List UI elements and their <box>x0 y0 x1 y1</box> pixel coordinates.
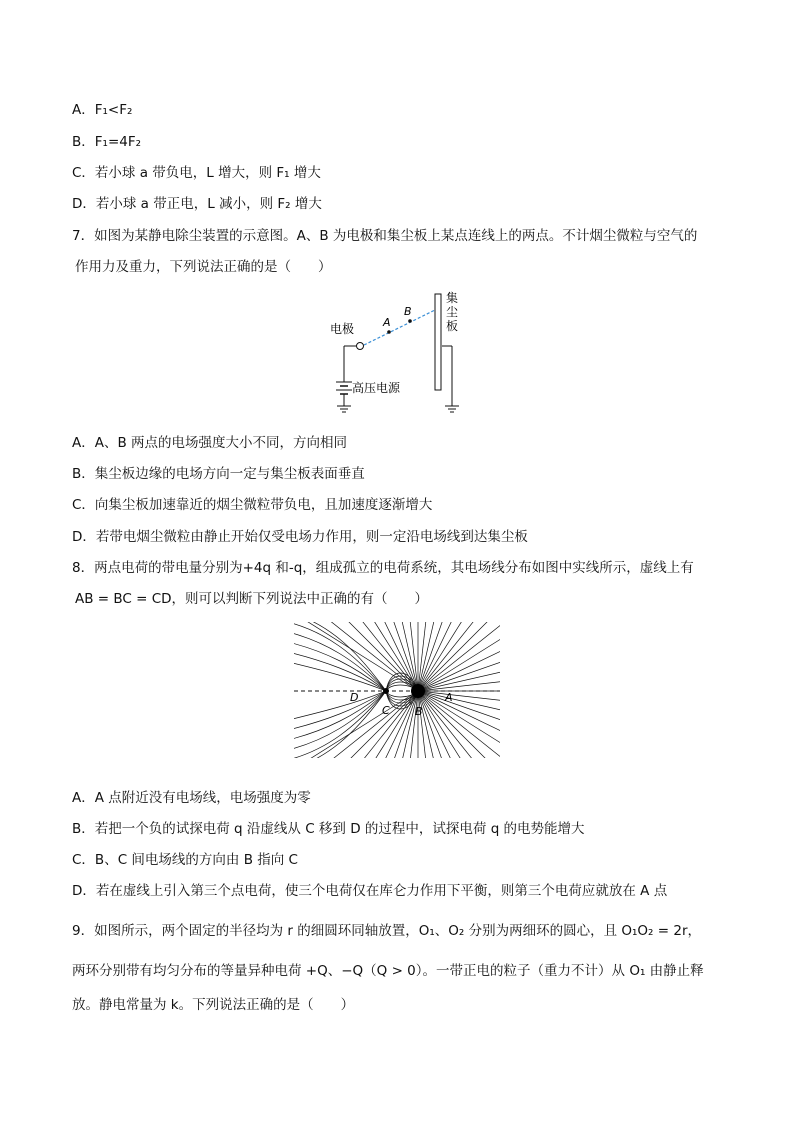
plate-label-1: 集 <box>446 291 459 305</box>
label-a: A <box>383 316 391 329</box>
q8-option-a: A．A 点附近没有电场线，电场强度为零 <box>72 790 311 806</box>
q7-option-d: D．若带电烟尘微粒由静止开始仅受电场力作用，则一定沿电场线到达集尘板 <box>72 529 528 545</box>
field-dashed-line <box>364 310 435 345</box>
q7-stem-line2: 作用力及重力，下列说法正确的是（ ） <box>75 259 332 275</box>
label-d: D <box>350 691 359 704</box>
electrode-terminal <box>357 343 364 350</box>
electrostatic-precipitator-diagram <box>330 288 470 418</box>
q8-stem-line1: 8．两点电荷的带电量分别为+4q 和-q，组成孤立的电荷系统，其电场线分布如图中实线所示，虚线上有 <box>72 560 694 576</box>
q7-option-a: A．A、B 两点的电场强度大小不同，方向相同 <box>72 435 348 451</box>
point-a <box>387 330 391 334</box>
electric-field-lines <box>294 622 500 758</box>
q8-stem-line2: AB = BC = CD，则可以判断下列说法中正确的有（ ） <box>75 591 429 607</box>
q6-option-a: A．F₁<F₂ <box>72 102 133 118</box>
q6-option-d: D．若小球 a 带正电，L 减小，则 F₂ 增大 <box>72 196 322 212</box>
power-source-label: 高压电源 <box>352 381 401 395</box>
dust-collecting-plate <box>435 294 441 390</box>
label-a-point: A <box>445 691 453 704</box>
plate-label-2: 尘 <box>446 305 459 319</box>
q6-option-b: B．F₁=4F₂ <box>72 134 142 150</box>
label-b: B <box>404 305 412 318</box>
q9-stem-line3: 放。静电常量为 k。下列说法正确的是（ ） <box>72 997 355 1013</box>
label-b-point: B <box>415 705 423 718</box>
point-b <box>408 319 412 323</box>
q8-option-b: B．若把一个负的试探电荷 q 沿虚线从 C 移到 D 的过程中，试探电荷 q 的电势能增大 <box>72 821 585 837</box>
q8-option-d: D．若在虚线上引入第三个点电荷，使三个电荷仅在库仑力作用下平衡，则第三个电荷应就放在 A 点 <box>72 883 668 899</box>
plate-label-3: 板 <box>446 319 459 333</box>
q9-stem-line2: 两环分别带有均匀分布的等量异种电荷 +Q、−Q（Q > 0）。一带正电的粒子（重力不计）从 O₁ 由静止释 <box>72 963 704 979</box>
label-c: C <box>382 704 390 717</box>
q7-stem-line1: 7．如图为某静电除尘装置的示意图。A、B 为电极和集尘板上某点连线上的两点。不计烟尘微粒与空气的 <box>72 228 698 244</box>
charge-positive-4q <box>411 684 425 698</box>
q6-option-c: C．若小球 a 带负电，L 增大，则 F₁ 增大 <box>72 165 321 181</box>
q9-stem-line1: 9．如图所示，两个固定的半径均为 r 的细圆环同轴放置，O₁、O₂ 分别为两细环的圆心，且 O₁O₂ = 2r， <box>72 923 701 939</box>
charge-negative-q <box>383 688 389 694</box>
q7-option-b: B．集尘板边缘的电场方向一定与集尘板表面垂直 <box>72 466 365 482</box>
field-line-diagram <box>294 622 500 758</box>
electrode-label: 电极 <box>330 322 355 336</box>
q7-option-c: C．向集尘板加速靠近的烟尘微粒带负电，且加速度逐渐增大 <box>72 497 433 513</box>
q8-option-c: C．B、C 间电场线的方向由 B 指向 C <box>72 852 298 868</box>
